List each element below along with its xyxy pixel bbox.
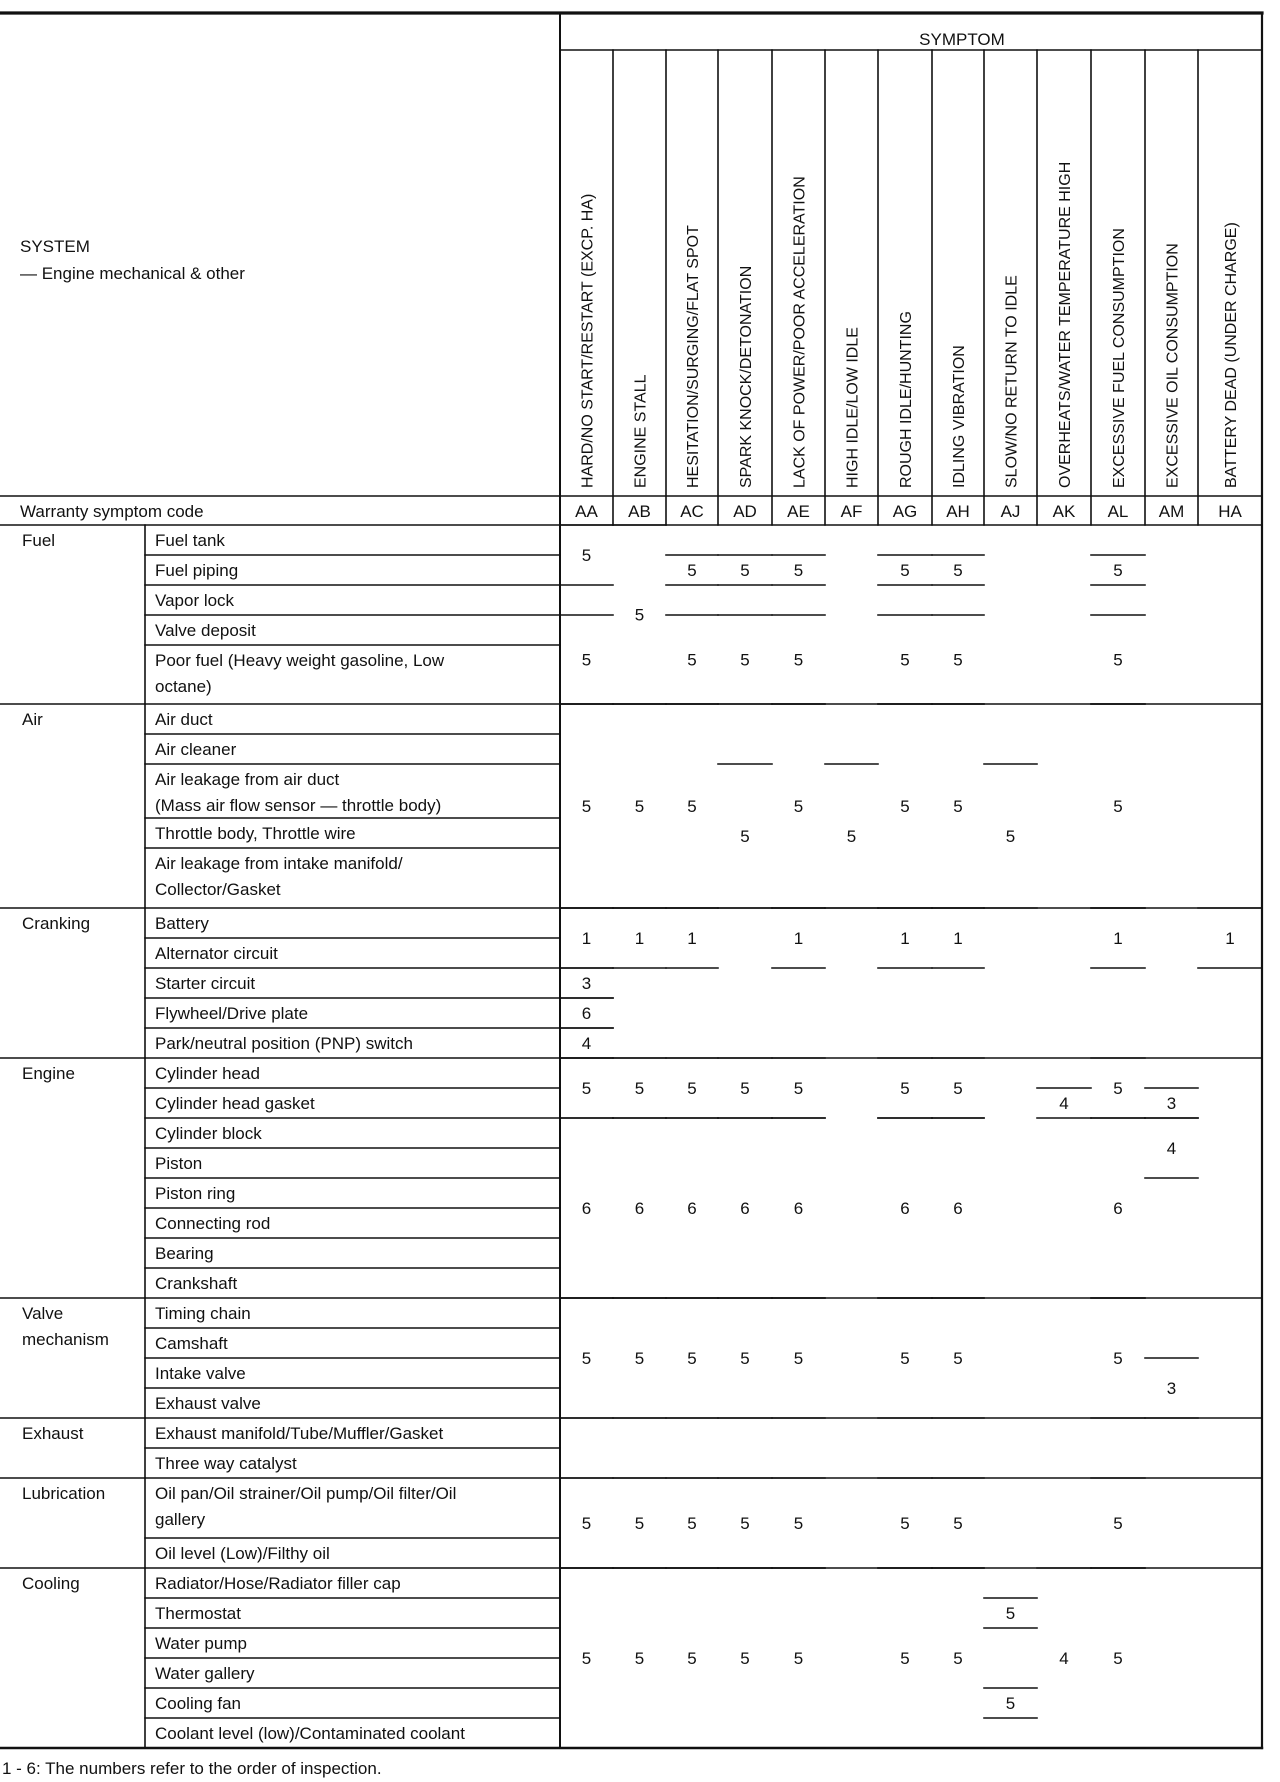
cell-value-ac: 5 bbox=[687, 650, 697, 670]
cell-value-aa: 5 bbox=[581, 546, 592, 565]
item-label: Water pump bbox=[155, 1634, 247, 1653]
item-label: Cylinder head gasket bbox=[155, 1094, 315, 1113]
item-label: Alternator circuit bbox=[155, 944, 278, 963]
item-label: Intake valve bbox=[155, 1364, 246, 1383]
cell-value-ac: 5 bbox=[687, 561, 697, 580]
cell-value-ab: 6 bbox=[634, 1199, 645, 1218]
cell-value-ag: 5 bbox=[900, 1079, 910, 1098]
item-label: Air leakage from intake manifold/ bbox=[155, 854, 403, 873]
cell-value-ad: 6 bbox=[740, 1199, 750, 1218]
cell-value-aa: 5 bbox=[581, 797, 592, 816]
symptom-code-ak: AK bbox=[1052, 502, 1076, 521]
symptom-title: SYMPTOM bbox=[919, 30, 1005, 49]
cell-value-ag: 5 bbox=[900, 797, 910, 816]
cell-value-ak: 4 bbox=[1059, 1094, 1069, 1113]
item-label: Bearing bbox=[155, 1244, 214, 1263]
symptom-code-aa: AA bbox=[575, 502, 598, 521]
item-label: Cylinder block bbox=[155, 1124, 262, 1143]
symptom-code-af: AF bbox=[840, 502, 863, 521]
cell-value-al: 5 bbox=[1113, 650, 1123, 670]
symptom-label-al: EXCESSIVE FUEL CONSUMPTION bbox=[1111, 228, 1128, 488]
group-label-air: Air bbox=[22, 710, 43, 729]
symptom-code-ag: AG bbox=[892, 502, 918, 521]
cell-value-ab: 5 bbox=[634, 1349, 645, 1368]
cell-value-ab: 5 bbox=[634, 1649, 645, 1668]
cell-value-ag: 5 bbox=[900, 1649, 910, 1668]
symptom-label-aj: SLOW/NO RETURN TO IDLE bbox=[1003, 275, 1021, 488]
cell-value-ah: 5 bbox=[953, 1649, 963, 1668]
item-label: Vapor lock bbox=[155, 591, 235, 610]
cell-value-ac: 1 bbox=[687, 929, 697, 948]
item-label: Starter circuit bbox=[155, 974, 256, 993]
cell-value-ag: 1 bbox=[900, 929, 910, 948]
system-title: SYSTEM bbox=[20, 237, 90, 256]
cell-value-al: 5 bbox=[1113, 1079, 1123, 1098]
cell-value-aa: 5 bbox=[581, 1079, 592, 1098]
item-label: Crankshaft bbox=[155, 1274, 238, 1293]
system-subtitle: — Engine mechanical & other bbox=[20, 264, 245, 283]
cell-value-aa: 5 bbox=[581, 1349, 592, 1368]
cell-value-ab: 5 bbox=[634, 797, 645, 816]
cell-value-ha: 1 bbox=[1225, 929, 1235, 948]
cell-value-ah: 6 bbox=[953, 1199, 963, 1218]
item-label: Camshaft bbox=[155, 1334, 228, 1353]
cell-value-ac: 6 bbox=[687, 1199, 697, 1218]
symptom-label-af: HIGH IDLE/LOW IDLE bbox=[844, 327, 862, 488]
item-label: Collector/Gasket bbox=[155, 880, 281, 899]
symptom-code-ab: AB bbox=[628, 502, 651, 521]
cell-value-ag: 6 bbox=[900, 1199, 910, 1218]
cell-value-aa: 3 bbox=[581, 974, 592, 993]
cell-value-ac: 5 bbox=[687, 1079, 697, 1098]
cell-value-aa: 5 bbox=[581, 650, 592, 670]
cell-value-ae: 5 bbox=[793, 561, 804, 580]
cell-value-ah: 1 bbox=[953, 929, 963, 948]
item-label: Air duct bbox=[155, 710, 213, 729]
cell-value-ah: 5 bbox=[953, 1514, 963, 1533]
cell-value-aa: 4 bbox=[581, 1034, 592, 1053]
item-label: Valve deposit bbox=[155, 621, 256, 640]
symptom-code-aj: AJ bbox=[1000, 502, 1021, 521]
item-label: Timing chain bbox=[155, 1304, 251, 1323]
cell-value-aa: 5 bbox=[581, 1514, 592, 1533]
group-label-valve-mechanism: Valve bbox=[22, 1304, 64, 1323]
cell-value-aa: 5 bbox=[581, 1649, 592, 1668]
item-label: Oil pan/Oil strainer/Oil pump/Oil filter/Oil bbox=[155, 1484, 457, 1503]
symptom-code-al: AL bbox=[1107, 502, 1129, 521]
symptom-code-ae: AE bbox=[787, 502, 810, 521]
cell-value-ae: 6 bbox=[793, 1199, 804, 1218]
group-label-cooling: Cooling bbox=[22, 1574, 80, 1593]
cell-value-aj: 5 bbox=[1005, 827, 1016, 846]
item-label: (Mass air flow sensor — throttle body) bbox=[155, 796, 442, 815]
group-label-valve-mechanism: mechanism bbox=[22, 1330, 109, 1349]
symptom-label-ad: SPARK KNOCK/DETONATION bbox=[738, 265, 755, 488]
cell-value-ah: 5 bbox=[953, 1079, 963, 1098]
footnote: 1 - 6: The numbers refer to the order of inspection. bbox=[2, 1759, 382, 1778]
cell-value-ab: 1 bbox=[634, 929, 645, 948]
group-label-exhaust: Exhaust bbox=[22, 1424, 84, 1443]
item-label: Poor fuel (Heavy weight gasoline, Low bbox=[155, 651, 445, 670]
group-label-lubrication: Lubrication bbox=[22, 1484, 106, 1503]
group-label-cranking: Cranking bbox=[22, 914, 91, 933]
item-label: Piston bbox=[155, 1154, 203, 1173]
symptom-label-aa: HARD/NO START/RESTART (EXCP. HA) bbox=[579, 193, 597, 488]
cell-value-ag: 5 bbox=[900, 561, 910, 580]
cell-value-ak: 4 bbox=[1059, 1649, 1069, 1668]
item-label: Exhaust valve bbox=[155, 1394, 261, 1413]
symptom-label-ab: ENGINE STALL bbox=[632, 374, 650, 488]
cell-value-ad: 5 bbox=[740, 1649, 750, 1668]
item-label: Air leakage from air duct bbox=[155, 770, 340, 789]
group-label-fuel: Fuel bbox=[22, 531, 56, 550]
cell-value-ac: 5 bbox=[687, 1649, 697, 1668]
cell-value-am: 4 bbox=[1166, 1139, 1177, 1158]
symptom-label-ag: ROUGH IDLE/HUNTING bbox=[898, 311, 915, 488]
cell-value-al: 6 bbox=[1113, 1199, 1123, 1218]
item-label: Water gallery bbox=[155, 1664, 255, 1683]
cell-value-ad: 5 bbox=[740, 650, 750, 670]
symptom-code-ah: AH bbox=[946, 502, 970, 521]
cell-value-aj: 5 bbox=[1005, 1694, 1016, 1713]
cell-value-al: 1 bbox=[1113, 929, 1123, 948]
inspection-order-cells bbox=[582, 546, 1235, 1713]
symptom-label-ac: HESITATION/SURGING/FLAT SPOT bbox=[685, 225, 702, 488]
cell-value-ah: 5 bbox=[953, 1349, 963, 1368]
cell-value-ad: 5 bbox=[740, 561, 750, 580]
item-label: Cooling fan bbox=[155, 1694, 242, 1713]
cell-value-ad: 5 bbox=[740, 827, 750, 846]
cell-value-ag: 5 bbox=[900, 1349, 910, 1368]
group-label-engine: Engine bbox=[22, 1064, 75, 1083]
item-label: Throttle body, Throttle wire bbox=[155, 824, 356, 843]
cell-value-ag: 5 bbox=[900, 650, 910, 670]
cell-value-am: 3 bbox=[1166, 1094, 1177, 1113]
cell-value-ah: 5 bbox=[953, 797, 963, 816]
cell-value-ae: 5 bbox=[793, 797, 804, 816]
item-label: Battery bbox=[155, 914, 209, 933]
cell-value-am: 3 bbox=[1166, 1379, 1177, 1398]
item-label: Park/neutral position (PNP) switch bbox=[155, 1034, 413, 1053]
item-label: Fuel tank bbox=[155, 531, 225, 550]
item-label: Oil level (Low)/Filthy oil bbox=[155, 1544, 330, 1563]
cell-value-aj: 5 bbox=[1005, 1604, 1016, 1623]
item-label: Cylinder head bbox=[155, 1064, 260, 1083]
item-label: Connecting rod bbox=[155, 1214, 271, 1233]
cell-value-ab: 5 bbox=[634, 605, 645, 625]
cell-value-ae: 5 bbox=[793, 1649, 804, 1668]
item-label: Thermostat bbox=[155, 1604, 241, 1623]
cell-value-ac: 5 bbox=[687, 1514, 697, 1533]
cell-value-ac: 5 bbox=[687, 797, 697, 816]
system-rows bbox=[22, 531, 465, 1743]
cell-value-ah: 5 bbox=[953, 650, 963, 670]
cell-value-aa: 1 bbox=[581, 929, 592, 948]
cell-value-al: 5 bbox=[1113, 797, 1123, 816]
symptom-label-am: EXCESSIVE OIL CONSUMPTION bbox=[1164, 243, 1182, 488]
cell-value-ac: 5 bbox=[687, 1349, 697, 1368]
cell-value-ab: 5 bbox=[634, 1514, 645, 1533]
symptom-label-ha: BATTERY DEAD (UNDER CHARGE) bbox=[1223, 222, 1240, 488]
symptom-code-ad: AD bbox=[733, 502, 757, 521]
cell-value-ae: 5 bbox=[793, 650, 804, 670]
cell-value-ah: 5 bbox=[953, 561, 963, 580]
warranty-symptom-code-label: Warranty symptom code bbox=[20, 502, 204, 521]
item-label: Radiator/Hose/Radiator filler cap bbox=[155, 1574, 401, 1593]
symptom-label-ah: IDLING VIBRATION bbox=[951, 345, 968, 488]
item-label: Flywheel/Drive plate bbox=[155, 1004, 309, 1023]
symptom-columns bbox=[575, 162, 1242, 521]
cell-value-ag: 5 bbox=[900, 1514, 910, 1533]
cell-value-aa: 6 bbox=[581, 1004, 592, 1023]
cell-value-ae: 1 bbox=[793, 929, 804, 948]
symptom-code-am: AM bbox=[1158, 502, 1185, 521]
cell-value-ab: 5 bbox=[634, 1079, 645, 1098]
cell-value-ae: 5 bbox=[793, 1349, 804, 1368]
symptom-label-ak: OVERHEATS/WATER TEMPERATURE HIGH bbox=[1057, 161, 1074, 488]
item-label: Piston ring bbox=[155, 1184, 236, 1203]
cell-value-ae: 5 bbox=[793, 1514, 804, 1533]
item-label: Exhaust manifold/Tube/Muffler/Gasket bbox=[155, 1424, 444, 1443]
symptom-code-ha: HA bbox=[1218, 502, 1242, 521]
cell-value-ad: 5 bbox=[740, 1514, 750, 1533]
item-label: gallery bbox=[155, 1510, 206, 1529]
item-label: Fuel piping bbox=[155, 561, 239, 580]
cell-value-aa: 6 bbox=[581, 1199, 592, 1218]
item-label: octane) bbox=[155, 677, 212, 696]
item-label: Coolant level (low)/Contaminated coolant bbox=[155, 1724, 465, 1743]
item-label: Air cleaner bbox=[155, 740, 237, 759]
cell-value-af: 5 bbox=[846, 827, 857, 846]
symptom-code-ac: AC bbox=[680, 502, 704, 521]
cell-value-al: 5 bbox=[1113, 1649, 1123, 1668]
cell-value-ad: 5 bbox=[740, 1349, 750, 1368]
cell-value-al: 5 bbox=[1113, 561, 1123, 580]
cell-value-al: 5 bbox=[1113, 1349, 1123, 1368]
cell-value-al: 5 bbox=[1113, 1514, 1123, 1533]
cell-value-ae: 5 bbox=[793, 1079, 804, 1098]
symptom-label-ae: LACK OF POWER/POOR ACCELERATION bbox=[791, 176, 809, 488]
item-label: Three way catalyst bbox=[155, 1454, 297, 1473]
cell-value-ad: 5 bbox=[740, 1079, 750, 1098]
